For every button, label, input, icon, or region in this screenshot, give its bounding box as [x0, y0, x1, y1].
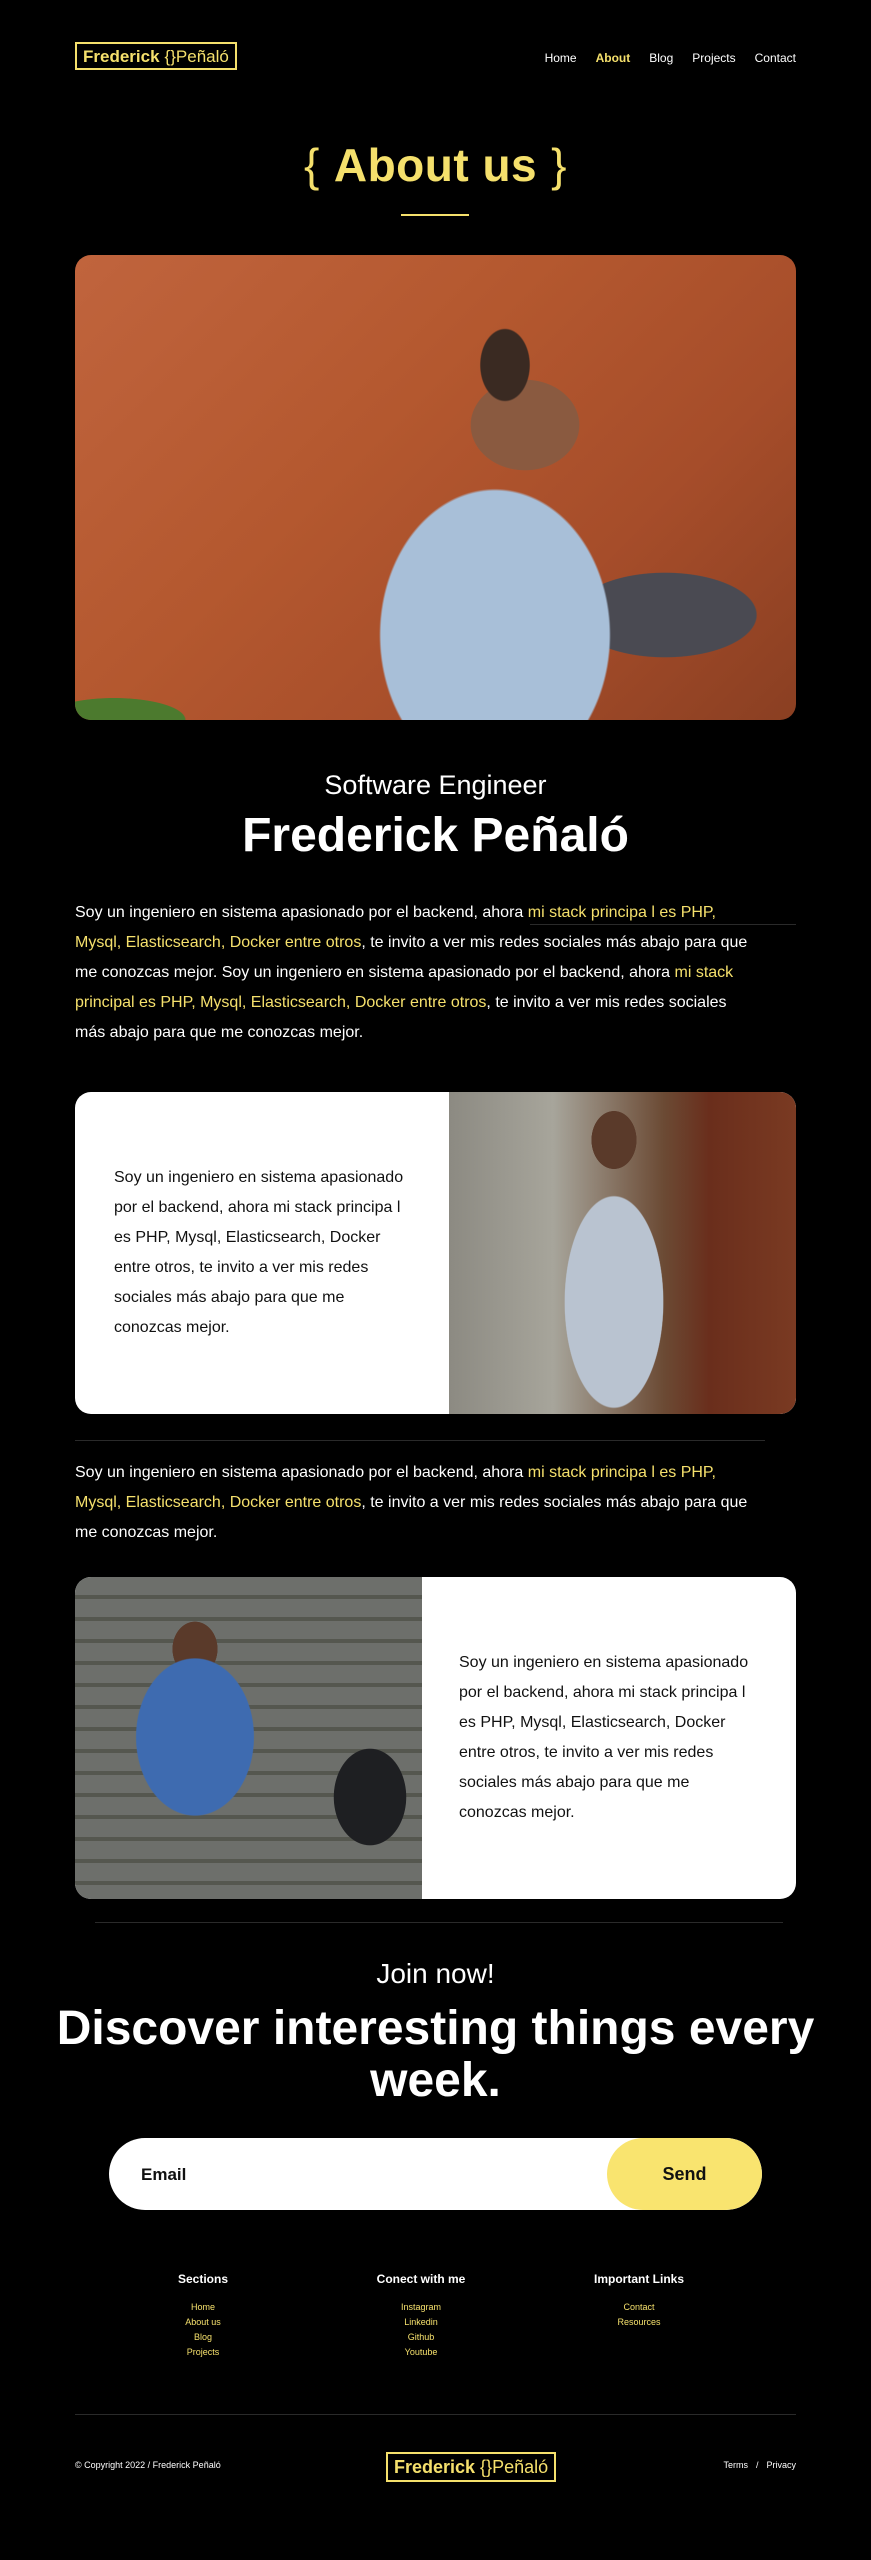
main-nav — [545, 51, 796, 65]
footer-link-github[interactable]: Github — [407, 2332, 435, 2342]
card-1-text: Soy un ingeniero en sistema apasionado por el backend, ahora mi stack principa l es PHP, Mysql, Elasticsearch, Docker entre otros, te invito a ver mis redes sociales más abajo para que me conozcas mejor. — [114, 1169, 404, 1336]
copyright-text: © Copyright 2022 / Frederick Peñaló — [75, 2460, 221, 2470]
terms-link[interactable]: Terms — [723, 2460, 748, 2470]
footer-link-contact[interactable]: Contact — [623, 2302, 655, 2312]
hero-portrait-image — [75, 255, 796, 720]
footer-col-title: Conect with me — [376, 2272, 466, 2286]
logo-first-name: Frederick — [394, 2457, 476, 2477]
feature-card-2 — [75, 1577, 796, 1899]
title-brace-open: { — [303, 139, 320, 191]
divider — [95, 1922, 783, 1923]
legal-separator: / — [755, 2460, 759, 2470]
footer-col-important — [549, 2272, 729, 2330]
feature-card-1 — [75, 1092, 796, 1414]
card-1-portrait-image — [449, 1092, 796, 1414]
logo-last-name: Peñaló — [175, 46, 229, 66]
title-text: About us — [333, 139, 538, 191]
title-brace-close: } — [551, 139, 568, 191]
logo-last-name: Peñaló — [492, 2457, 549, 2477]
footer-link-blog[interactable]: Blog — [193, 2332, 212, 2342]
site-logo[interactable] — [75, 42, 237, 70]
profile-name: Frederick Peñaló — [242, 809, 629, 862]
footer-link-resources[interactable]: Resources — [617, 2317, 661, 2327]
mid-highlight-a: mi stack principa l es PHP, Mysql, Elasticsearch, Docker entre otros — [75, 1464, 716, 1511]
logo-braces: {} — [164, 46, 176, 66]
footer-link-instagram[interactable]: Instagram — [400, 2302, 442, 2312]
card-2-portrait-image — [75, 1577, 422, 1899]
send-button[interactable]: Send — [607, 2138, 762, 2210]
legal-links — [723, 2460, 796, 2470]
title-underline — [401, 214, 469, 216]
nav-contact[interactable]: Contact — [754, 51, 796, 65]
intro-paragraph — [75, 898, 755, 1048]
footer-bottom-bar — [75, 2432, 796, 2512]
footer-link-youtube[interactable]: Youtube — [404, 2347, 438, 2357]
join-subtitle: Join now! — [376, 1958, 495, 1989]
join-title: Discover interesting things every week. — [56, 2002, 815, 2107]
nav-blog[interactable]: Blog — [649, 51, 674, 65]
intro-highlight-b: mi stack principal es PHP, Mysql, Elasticsearch, Docker entre otros — [75, 964, 734, 1011]
logo-braces: {} — [480, 2457, 493, 2477]
mid-paragraph — [75, 1458, 755, 1548]
footer-link-home[interactable]: Home — [190, 2302, 215, 2312]
footer-divider — [75, 2414, 796, 2415]
page-title — [0, 138, 871, 192]
footer-link-linkedin[interactable]: Linkedin — [404, 2317, 438, 2327]
privacy-link[interactable]: Privacy — [766, 2460, 796, 2470]
card-2-text: Soy un ingeniero en sistema apasionado por el backend, ahora mi stack principa l es PHP, Mysql, Elasticsearch, Docker entre otros, te invito a ver mis redes sociales más abajo para que me conozcas mejor. — [459, 1654, 749, 1821]
mid-text-b: , te invito a ver mis redes sociales más abajo para que me conozcas mejor. — [75, 1494, 748, 1541]
divider — [75, 1440, 765, 1441]
site-header — [75, 42, 796, 74]
footer-link-projects[interactable]: Projects — [186, 2347, 220, 2357]
intro-highlight-a: mi stack principa l es PHP, Mysql, Elasticsearch, Docker entre otros — [75, 904, 716, 951]
intro-text-b: , te invito a ver mis redes sociales más abajo para que me conozcas mejor. Soy un ingeniero en sistema apasionado por el backend, ahora — [75, 934, 748, 981]
profile-role: Software Engineer — [324, 770, 547, 800]
intro-text-c: , te invito a ver mis redes sociales más abajo para que me conozcas mejor. — [75, 994, 727, 1041]
footer-col-connect — [331, 2272, 511, 2360]
divider — [530, 924, 796, 925]
nav-projects[interactable]: Projects — [692, 51, 736, 65]
mid-text-a: Soy un ingeniero en sistema apasionado por el backend, ahora — [75, 1464, 528, 1481]
intro-text-a: Soy un ingeniero en sistema apasionado por el backend, ahora — [75, 904, 528, 921]
footer-link-about[interactable]: About us — [185, 2317, 221, 2327]
newsletter-form — [109, 2138, 762, 2210]
footer-col-title: Important Links — [593, 2272, 684, 2286]
logo-first-name: Frederick — [83, 46, 160, 66]
footer-col-sections — [113, 2272, 293, 2360]
plant-decoration — [75, 692, 205, 720]
email-input[interactable] — [139, 2138, 593, 2210]
nav-about[interactable]: About — [595, 51, 631, 65]
nav-home[interactable]: Home — [544, 51, 577, 65]
footer-logo[interactable] — [386, 2452, 556, 2482]
footer-col-title: Sections — [177, 2272, 228, 2286]
